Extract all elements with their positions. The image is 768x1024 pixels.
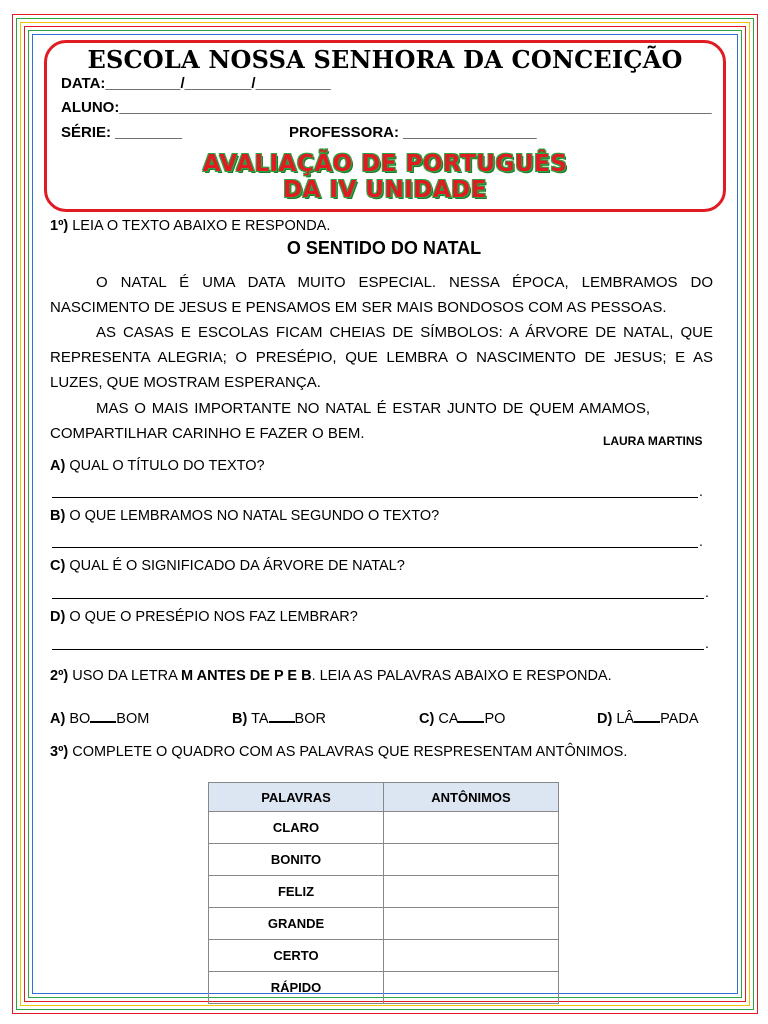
q2-item-b-blank[interactable] — [269, 709, 295, 723]
q2-item-a-blank[interactable] — [90, 709, 116, 723]
evaluation-title-line-1: AVALIAÇÃO DE PORTUGUÊS — [202, 151, 568, 177]
answer-line-c-end: . — [705, 584, 709, 600]
table-row — [209, 876, 559, 908]
question-a-text: QUAL O TÍTULO DO TEXTO? — [65, 458, 265, 474]
q2-post: . LEIA AS PALAVRAS ABAIXO E RESPONDA. — [311, 668, 612, 684]
question-a — [50, 458, 265, 474]
antonym-answer-cell[interactable] — [384, 908, 559, 940]
table-row — [209, 940, 559, 972]
text-title: O SENTIDO DO NATAL — [286, 238, 482, 258]
table-row — [209, 908, 559, 940]
question-c-text: QUAL É O SIGNIFICADO DA ÁRVORE DE NATAL? — [65, 558, 405, 574]
q2-number: 2º) — [50, 668, 69, 684]
question-c — [50, 558, 405, 574]
text-paragraph-2: AS CASAS E ESCOLAS FICAM CHEIAS DE SÍMBOLOS: A ÁRVORE DE NATAL, QUE REPRESENTA ALEGRIA; O PRESÉPIO, QUE LEMBRA O NASCIMENTO DE JESUS; E AS LUZES, QUE MOSTRAM ESPERANÇA. — [50, 324, 713, 391]
q3-number: 3º) — [50, 744, 69, 760]
antonym-answer-cell[interactable] — [384, 940, 559, 972]
table-header-row — [209, 783, 559, 812]
antonym-answer-cell[interactable] — [384, 844, 559, 876]
q2-item-c-post: PO — [484, 711, 506, 727]
student-line: ALUNO:_______________________________________________________________________ — [61, 99, 712, 116]
q3-instruction-text: COMPLETE O QUADRO COM AS PALAVRAS QUE RESPRESENTAM ANTÔNIMOS. — [68, 744, 628, 760]
antonym-answer-cell[interactable] — [384, 876, 559, 908]
q2-item-a-letter: A) — [50, 711, 66, 727]
q2-item-c-letter: C) — [419, 711, 435, 727]
answer-line-a[interactable] — [52, 497, 698, 498]
answer-line-d-end: . — [705, 635, 709, 651]
antonyms-table — [208, 782, 559, 1004]
date-line: DATA:_________/________/_________ — [61, 75, 331, 92]
teacher-line: PROFESSORA: ________________ — [289, 124, 537, 141]
word-cell: CLARO — [209, 812, 384, 844]
q2-item-b — [232, 709, 326, 727]
table-row — [209, 812, 559, 844]
q2-item-d-letter: D) — [597, 711, 613, 727]
grade-line: SÉRIE: ________ — [61, 124, 182, 141]
q2-pre: USO DA LETRA — [68, 668, 182, 684]
word-cell: GRANDE — [209, 908, 384, 940]
word-cell: BONITO — [209, 844, 384, 876]
word-cell: FELIZ — [209, 876, 384, 908]
q2-item-a — [50, 709, 149, 727]
antonym-answer-cell[interactable] — [384, 812, 559, 844]
column-header-words: PALAVRAS — [209, 783, 384, 812]
q2-item-a-post: BOM — [116, 711, 150, 727]
question-d — [50, 609, 358, 625]
q1-number: 1º) — [50, 218, 69, 234]
word-cell: CERTO — [209, 940, 384, 972]
q2-item-a-pre: BO — [65, 711, 91, 727]
text-author: LAURA MARTINS — [603, 434, 703, 448]
table-row — [209, 844, 559, 876]
antonym-answer-cell[interactable] — [384, 972, 559, 1004]
text-paragraph-1: O NATAL É UMA DATA MUITO ESPECIAL. NESSA ÉPOCA, LEMBRAMOS DO NASCIMENTO DE JESUS E PENSAMOS EM SER MAIS BONDOSOS COM AS PESSOAS. — [50, 274, 713, 316]
answer-line-b[interactable] — [52, 547, 698, 548]
text-paragraph-3: MAS O MAIS IMPORTANTE NO NATAL É ESTAR JUNTO DE QUEM AMAMOS, COMPARTILHAR CARINHO E FAZER O BEM. — [50, 400, 650, 442]
answer-line-a-end: . — [699, 483, 703, 499]
q2-item-d — [597, 709, 699, 727]
q2-item-c-pre: CA — [434, 711, 459, 727]
q3-instruction — [50, 744, 627, 760]
question-b — [50, 508, 439, 524]
answer-line-b-end: . — [699, 533, 703, 549]
q2-item-b-pre: TA — [247, 711, 269, 727]
question-d-text: O QUE O PRESÉPIO NOS FAZ LEMBRAR? — [65, 609, 358, 625]
q2-item-d-blank[interactable] — [634, 709, 660, 723]
question-b-letter: B) — [50, 508, 66, 524]
table-row — [209, 972, 559, 1004]
q2-item-b-post: BOR — [294, 711, 326, 727]
answer-line-d[interactable] — [52, 649, 704, 650]
q2-item-b-letter: B) — [232, 711, 248, 727]
answer-line-c[interactable] — [52, 598, 704, 599]
evaluation-title-line-2: DA IV UNIDADE — [283, 177, 487, 203]
q2-item-d-post: PADA — [660, 711, 699, 727]
header-box — [44, 40, 726, 212]
q1-instruction-text: LEIA O TEXTO ABAIXO E RESPONDA. — [68, 218, 331, 234]
school-name: ESCOLA NOSSA SENHORA DA CONCEIÇÃO — [87, 45, 683, 74]
question-a-letter: A) — [50, 458, 66, 474]
q2-rule: M ANTES DE P E B — [181, 668, 312, 684]
column-header-antonyms: ANTÔNIMOS — [384, 783, 559, 812]
question-c-letter: C) — [50, 558, 66, 574]
word-cell: RÁPIDO — [209, 972, 384, 1004]
q1-instruction — [50, 218, 330, 234]
question-b-text: O QUE LEMBRAMOS NO NATAL SEGUNDO O TEXTO? — [65, 508, 440, 524]
q2-item-c-blank[interactable] — [458, 709, 484, 723]
q2-item-c — [419, 709, 505, 727]
question-d-letter: D) — [50, 609, 66, 625]
q2-instruction — [50, 668, 612, 684]
q2-item-d-pre: LÂ — [612, 711, 635, 727]
